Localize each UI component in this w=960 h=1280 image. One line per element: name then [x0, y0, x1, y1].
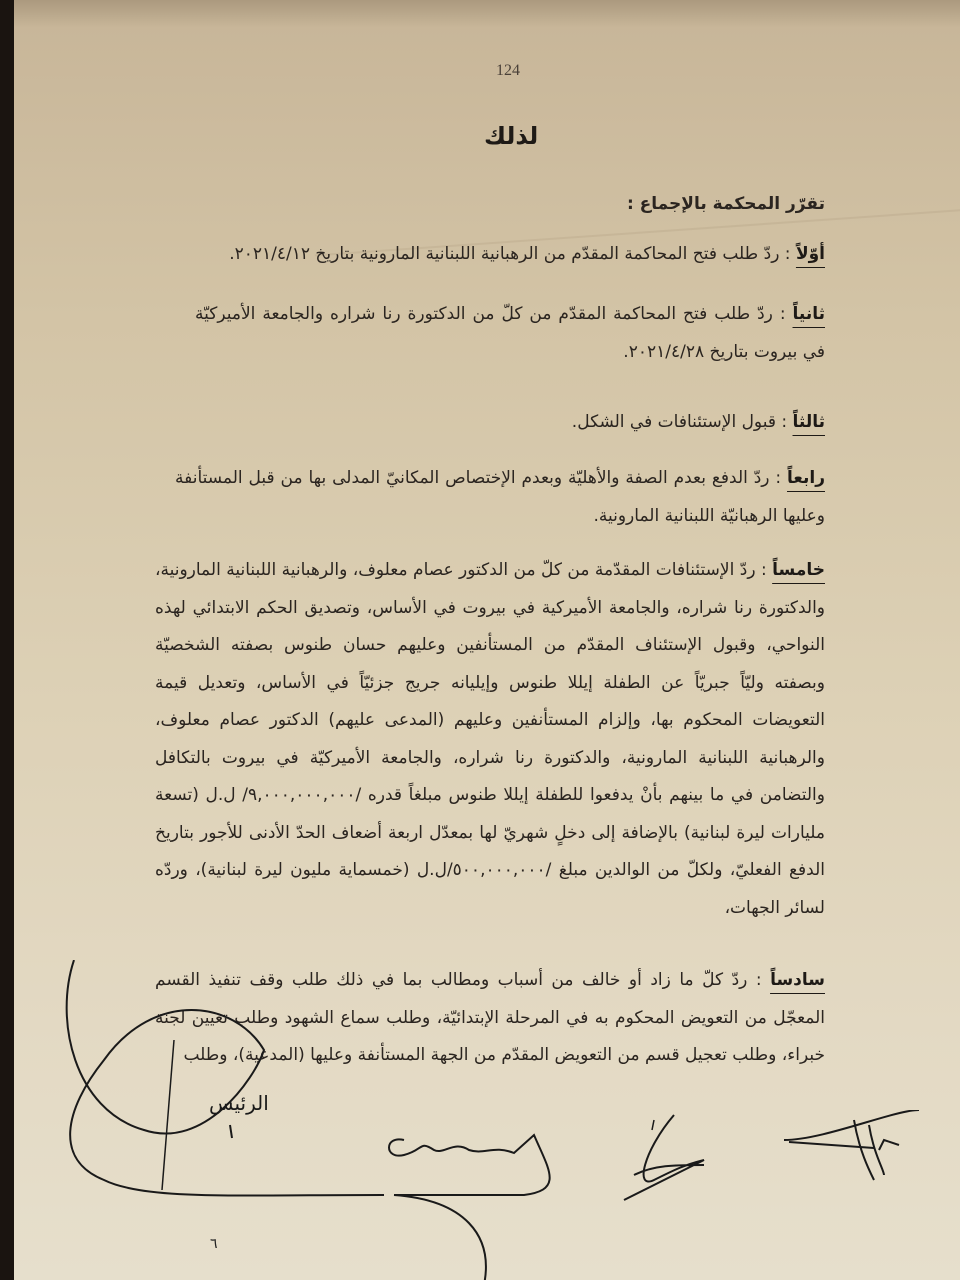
section-text: : قبول الإستئنافات في الشكل.	[571, 412, 793, 432]
bottom-mark: ٦	[210, 1236, 218, 1252]
section-label: خامساً	[772, 560, 825, 580]
page-number: 124	[496, 62, 520, 79]
section-text: : ردّ الإستئنافات المقدّمة من كلّ من الدكتور عصام معلوف، والرهبانية اللبنانية المارونية، والدكتورة رنا شراره، والجامعة الأميركية في بيروت في الأساس، وتصديق الحكم الابتدائي لهذه النواحي، وقبول الإستئناف المقدّم من المستأنفين وعليهم حسان طنوس بصفته الشخصيّة وبصفته وليّاً جبريّاً عن الطفلة إيللا طنوس وإيليانه جريج جزئيّاً في الأساس، وتعديل قيمة التعويضات المحكوم بها، وإلزام المستأنفين وعليهم (المدعى عليهم) الدكتور عصام معلوف، والرهبانية اللبنانية المارونية، والدكتورة رنا شراره، والجامعة الأميركيّة في بيروت بالتكافل والتضامن في ما بينهم بأنْ يدفعوا للطفلة إيللا طنوس مبلغاً قدره /٩,٠٠٠,٠٠٠,٠٠٠/ ل.ل (تسعة مليارات ليرة لبنانية) بالإضافة إلى دخلٍ شهريّ لها بمعدّل اربعة أضعاف الحدّ الأدنى للأجور بتاريخ الدفع الفعليّ، ولكلّ من الوالدين مبلغ /٥٠٠,٠٠٠,٠٠٠/ل.ل (خمسماية مليون ليرة لبنانية)، وردّه لسائر الجهات،	[155, 560, 825, 918]
section-label: أوّلاً	[795, 244, 825, 264]
section-text: : ردّ طلب فتح المحاكمة المقدّم من كلّ من الدكتورة رنا شراره والجامعة الأميركيّة في بيروت بتاريخ ٢٠٢١/٤/٢٨.	[195, 304, 825, 362]
section-fifth	[155, 552, 825, 927]
signature-member-3	[774, 1110, 934, 1190]
ruling-intro: تقرّر المحكمة بالإجماع :	[626, 194, 825, 214]
svg-text:الرئيس: الرئيس	[209, 1091, 269, 1115]
section-text: : ردّ الدفع بعدم الصفة والأهليّة وبعدم الإختصاص المكانيّ المدلى بها من قبل المستأنفة وعليها الرهبانيّة اللبنانية المارونية.	[175, 468, 825, 526]
document-page	[14, 0, 960, 1280]
section-first	[205, 236, 825, 274]
section-label: رابعاً	[787, 468, 825, 488]
section-label: ثالثاً	[792, 412, 825, 432]
page-title: لذلك	[484, 122, 539, 150]
signature-member-1	[374, 1115, 574, 1280]
page-fold-shadow	[14, 0, 960, 28]
section-second	[195, 296, 825, 371]
section-label: ثانياً	[792, 304, 825, 324]
signature-president	[34, 960, 394, 1230]
section-fourth	[175, 460, 825, 535]
section-label: سادساً	[770, 970, 825, 990]
section-text: : ردّ كلّ ما زاد أو خالف من أسباب ومطالب بما في ذلك طلب وقف تنفيذ القسم المعجّل من التعويض المحكوم به في المرحلة الإبتدائيّة، وطلب سماع الشهود وطلب تعيين لجنة خبراء، وطلب تعجيل قسم من التعويض المقدّم من الجهة المستأنفة وعليها (المدعية)، وطلب	[155, 970, 825, 1065]
section-text: : ردّ طلب فتح المحاكمة المقدّم من الرهبانية اللبنانية المارونية بتاريخ ٢٠٢١/٤/١٢.	[229, 244, 796, 264]
section-third	[195, 404, 825, 442]
signature-member-2	[604, 1110, 734, 1210]
